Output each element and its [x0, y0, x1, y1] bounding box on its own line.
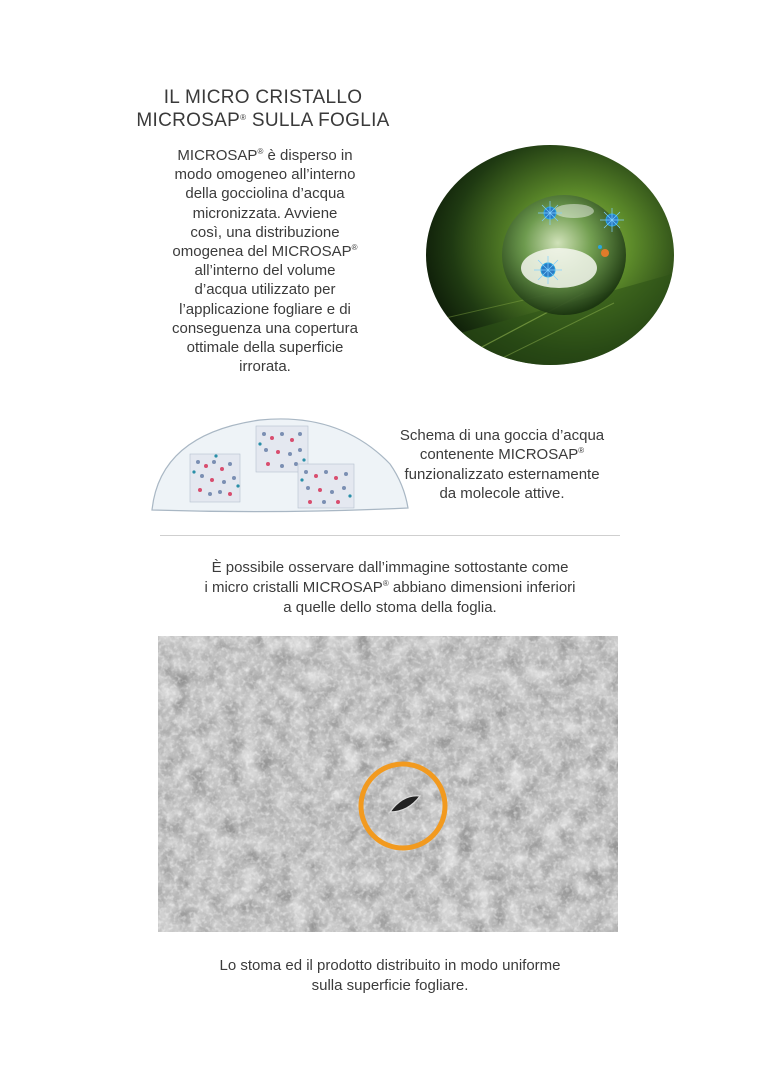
- intro-line: d’acqua utilizzato per: [194, 281, 336, 299]
- title-line-1: IL MICRO CRISTALLO: [163, 87, 363, 108]
- droplet-on-leaf-photo: [424, 143, 676, 367]
- intro-line: MICROSAP® è disperso in: [177, 147, 353, 164]
- intro-line: omogenea del MICROSAP®: [172, 243, 358, 261]
- intro-line: modo omogeneo all’interno: [174, 166, 356, 184]
- intro-line: micronizzata. Avviene: [192, 204, 338, 222]
- observation-paragraph: È possibile osservare dall’immagine sottostante come i micro cristalli MICROSAP® abbiano dimensioni inferiori a quelle dello stoma della foglia.: [204, 559, 576, 616]
- schema-caption: Schema di una goccia d’acqua contenente MICROSAP® funzionalizzato esternamente da molecole attive.: [399, 427, 605, 503]
- title-line-2: MICROSAP® SULLA FOGLIA: [136, 110, 390, 131]
- sem-micrograph-image: [158, 636, 618, 932]
- intro-line: l’applicazione fogliare e di: [179, 300, 351, 318]
- intro-paragraph: [140, 146, 390, 376]
- sem-caption: Lo stoma ed il prodotto distribuito in modo uniforme sulla superficie fogliare.: [219, 957, 561, 994]
- drop-schema-illustration: [150, 414, 410, 516]
- crystal-cluster-left: [190, 454, 240, 502]
- intro-line: così, una distribuzione: [190, 223, 340, 241]
- crystal-cluster-right: [298, 464, 354, 508]
- intro-line: all’interno del volume: [194, 262, 336, 280]
- intro-line: della gocciolina d’acqua: [185, 185, 345, 203]
- section-divider: [160, 535, 620, 536]
- intro-line: ottimale della superficie: [186, 339, 344, 357]
- intro-line: irrorata.: [239, 358, 291, 376]
- intro-line: conseguenza una copertura: [172, 319, 358, 337]
- section-title: [108, 86, 418, 132]
